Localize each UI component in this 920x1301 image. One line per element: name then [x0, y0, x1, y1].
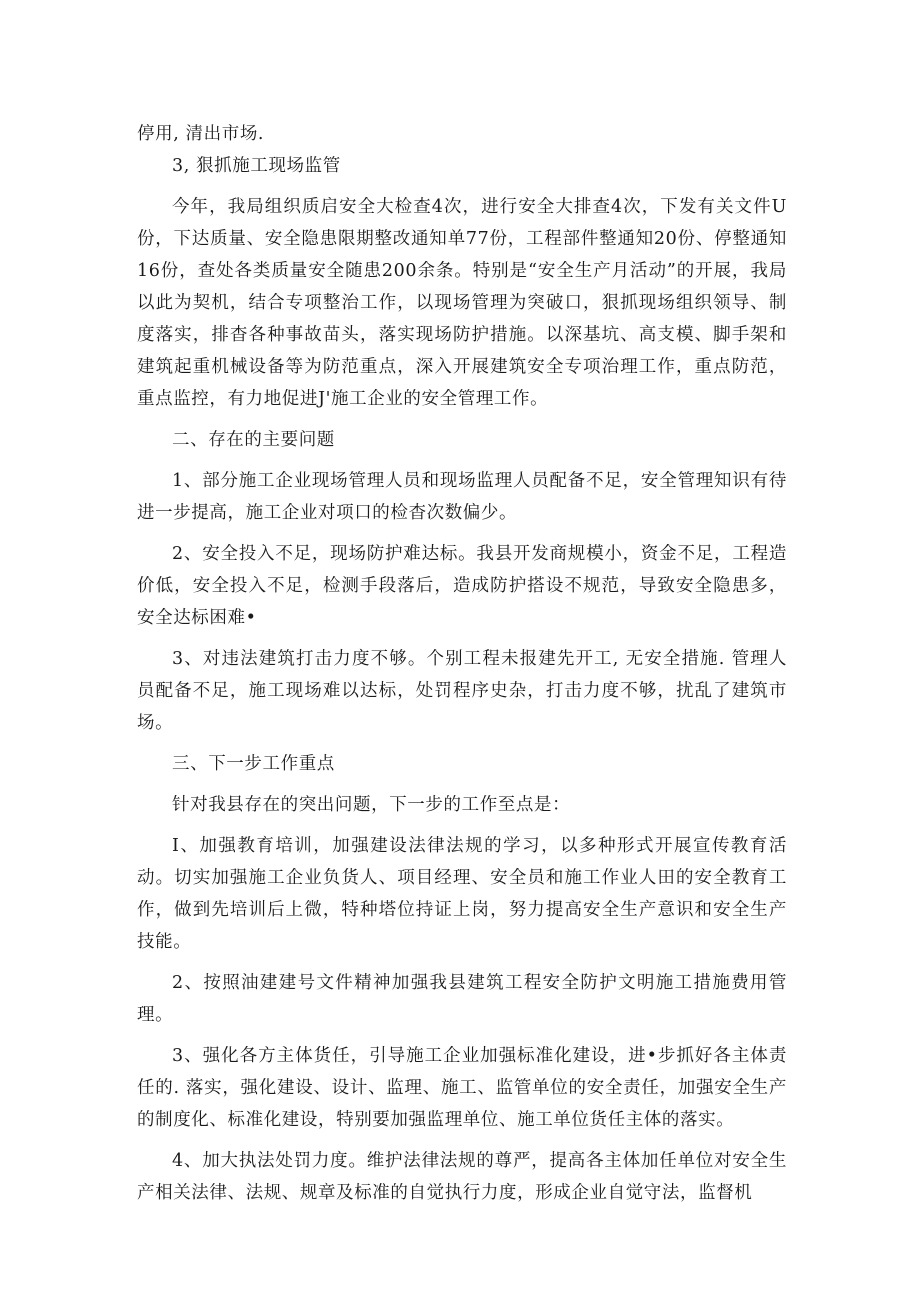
paragraph-continuation: 停用, 清出市场.	[137, 124, 265, 144]
problem-item-3: 3、对违法建筑打击力度不够。个别工程未报建先开工, 无安全措施. 管理人员配备不足，施工现场难以达标，处罚程序史杂，打击力度不够，扰乱了建筑市场。	[137, 649, 787, 733]
document-body	[137, 118, 787, 1209]
next-step-item-3: 3、强化各方主体货任，引导施工企业加强标准化建设，进•步抓好各主体责任的. 落实，强化建设、设计、监理、施工、监管单位的安全责任，加强安全生产的制度化、标准化建设，特别要加强监理单位、施工单位货任主体的落实。	[137, 1046, 787, 1130]
paragraph-inspection-summary: 今年，我局组织质启安全大检查4次，进行安全大排查4次，下发有关文件U份，下达质量、安全隐患限期整改通知单77份，工程部件整通知20份、停整通知16份，查处各类质量安全随患200余条。特别是“安全生产月活动”的开展，我局以此为契机，结合专项整治工作，以现场管理为突破口，狠抓现场组织领导、制度落实，排杳各种事故苗头，落实现场防护措施。以深基坑、高支模、脚手架和建筑起重机械设备等为防范重点，深入开展建筑安全专项治理工作，重点防范，重点监控，有力地促进J'施工企业的安全管理工作。	[137, 197, 787, 409]
section-heading-main-problems: 二、存在的主要问题	[172, 430, 335, 450]
next-step-item-2: 2、按照油建建号文件精神加强我县建筑工程安全防护文明施工措施费用管理。	[137, 973, 787, 1025]
next-step-item-1: I、加强教育培训，加强建设法律法规的学习，以多种形式开展宣传教育活动。切实加强施工企业负货人、项目经理、安全员和施工作业人田的安全教育工作，做到先培训后上微，特种塔位持证上岗，努力提高安全生产意识和安全生产技能。	[137, 836, 787, 952]
subheading-site-supervision: 3, 狠抓施工现场监管	[172, 156, 341, 176]
section-heading-next-steps: 三、下一步工作重点	[172, 754, 335, 774]
paragraph-next-steps-intro: 针对我县存在的突出问题，下一步的工作至点是：	[172, 795, 571, 815]
next-step-item-4: 4、加大执法处罚力度。维护法律法规的尊严，提高各主体加任单位对安全生产相关法律、法规、规章及标准的自觉执行力度，形成企业自觉守法，监督机	[137, 1151, 787, 1203]
problem-item-2: 2、安全投入不足，现场防护难达标。我县开发商规模小，资金不足，工程造价低，安全投入不足，检测手段落后，造成防护搭设不规范，导致安全隐患多，安全达标困难•	[137, 544, 787, 628]
problem-item-1: 1、部分施工企业现场管理人员和现场监理人员配备不足，安全管理知识有待进一步提高，施工企业对项口的检杳次数偏少。	[137, 471, 787, 523]
